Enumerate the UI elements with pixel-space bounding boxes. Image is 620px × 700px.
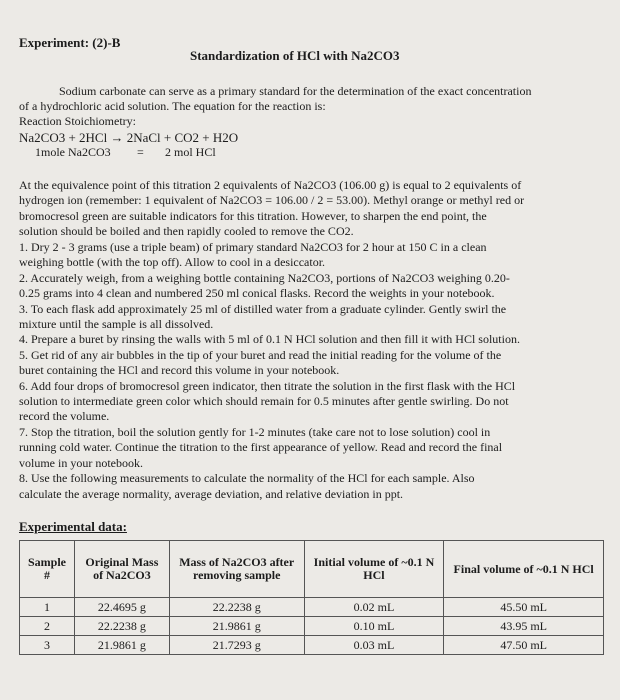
cell-original-mass: 22.4695 g <box>74 598 169 617</box>
step-line: solution to intermediate green color which should remain for 0.5 minutes after gentle swirling. Do not <box>19 394 509 409</box>
cell-mass-after: 21.7293 g <box>169 636 304 655</box>
cell-final-volume: 43.95 mL <box>444 617 604 636</box>
cell-mass-after: 22.2238 g <box>169 598 304 617</box>
experimental-data-table <box>19 540 604 655</box>
equivalence-line: At the equivalence point of this titration 2 equivalents of Na2CO3 (106.00 g) is equal to 2 equivalents of <box>19 178 522 192</box>
equivalence-line: solution should be boiled and then rapidly cooled to remove the CO2. <box>19 224 354 239</box>
cell-initial-volume: 0.02 mL <box>304 598 444 617</box>
experiment-label: Experiment: (2)-B <box>19 35 121 50</box>
step-line: weighing bottle (with the top off). Allow to cool in a desiccator. <box>19 255 326 270</box>
equivalence-paragraph <box>19 178 604 240</box>
step-line: mixture until the sample is all dissolved. <box>19 317 214 332</box>
cell-original-mass: 22.2238 g <box>74 617 169 636</box>
cell-final-volume: 45.50 mL <box>444 598 604 617</box>
table-header-row <box>20 541 604 598</box>
step-line: calculate the average normality, average deviation, and relative deviation in ppt. <box>19 486 404 501</box>
cell-sample: 1 <box>20 598 75 617</box>
procedure-steps <box>19 240 604 502</box>
step-line: 4. Prepare a buret by rinsing the walls with 5 ml of 0.1 N HCl solution and then fill it with HCl solution. <box>19 332 520 347</box>
equivalence-line: bromocresol green are suitable indicators for this titration. However, to sharpen the end point, the <box>19 208 487 223</box>
header-sample: Sample # <box>20 541 75 598</box>
step-line: 0.25 grams into 4 clean and numbered 250 ml conical flasks. Record the weights in your notebook. <box>19 286 495 301</box>
intro-line-2: of a hydrochloric acid solution. The equation for the reaction is: <box>19 99 326 113</box>
table-row <box>20 636 604 655</box>
cell-mass-after: 21.9861 g <box>169 617 304 636</box>
header-mass-after: Mass of Na2CO3 after removing sample <box>169 541 304 598</box>
header-final-volume: Final volume of ~0.1 N HCl <box>444 541 604 598</box>
cell-initial-volume: 0.10 mL <box>304 617 444 636</box>
cell-original-mass: 21.9861 g <box>74 636 169 655</box>
table-row <box>20 598 604 617</box>
document-title: Standardization of HCl with Na2CO3 <box>190 48 400 63</box>
step-line: 7. Stop the titration, boil the solution gently for 1-2 minutes (take care not to lose solution) cool in <box>19 424 491 439</box>
step-line: buret containing the HCl and record this volume in your notebook. <box>19 363 340 378</box>
header-initial-volume: Initial volume of ~0.1 N HCl <box>304 541 444 598</box>
mole-ratio-left: 1mole Na2CO3 <box>35 145 111 159</box>
cell-sample: 3 <box>20 636 75 655</box>
table-row <box>20 617 604 636</box>
step-line: record the volume. <box>19 409 110 424</box>
experimental-data-label: Experimental data: <box>19 519 127 534</box>
mole-ratio-right: 2 mol HCl <box>165 145 216 159</box>
step-line: 6. Add four drops of bromocresol green indicator, then titrate the solution in the first flask with the HCl <box>19 378 516 393</box>
equivalence-line: hydrogen ion (remember: 1 equivalent of Na2CO3 = 106.00 / 2 = 53.00). Methyl orange or methyl red or <box>19 193 525 208</box>
step-line: 8. Use the following measurements to calculate the normality of the HCl for each sample. Also <box>19 471 475 486</box>
header-original-mass: Original Mass of Na2CO3 <box>74 541 169 598</box>
mole-ratio-equals: = <box>137 145 144 159</box>
intro-line-1: Sodium carbonate can serve as a primary standard for the determination of the exact concentration <box>59 84 532 98</box>
step-line: volume in your notebook. <box>19 455 143 470</box>
step-line: 3. To each flask add approximately 25 ml of distilled water from a graduate cylinder. Gently swirl the <box>19 301 507 316</box>
step-line: 1. Dry 2 - 3 grams (use a triple beam) of primary standard Na2CO3 for 2 hour at 150 C in a clean <box>19 240 487 254</box>
step-line: 5. Get rid of any air bubbles in the tip of your buret and read the initial reading for the volume of the <box>19 347 502 362</box>
stoichiometry-label: Reaction Stoichiometry: <box>19 114 136 128</box>
step-line: running cold water. Continue the titration to the first appearance of yellow. Read and record the final <box>19 440 503 455</box>
cell-initial-volume: 0.03 mL <box>304 636 444 655</box>
cell-sample: 2 <box>20 617 75 636</box>
cell-final-volume: 47.50 mL <box>444 636 604 655</box>
reaction-equation: Na2CO3 + 2HCl → 2NaCl + CO2 + H2O <box>19 130 239 145</box>
step-line: 2. Accurately weigh, from a weighing bottle containing Na2CO3, portions of Na2CO3 weighing 0.20- <box>19 270 510 285</box>
